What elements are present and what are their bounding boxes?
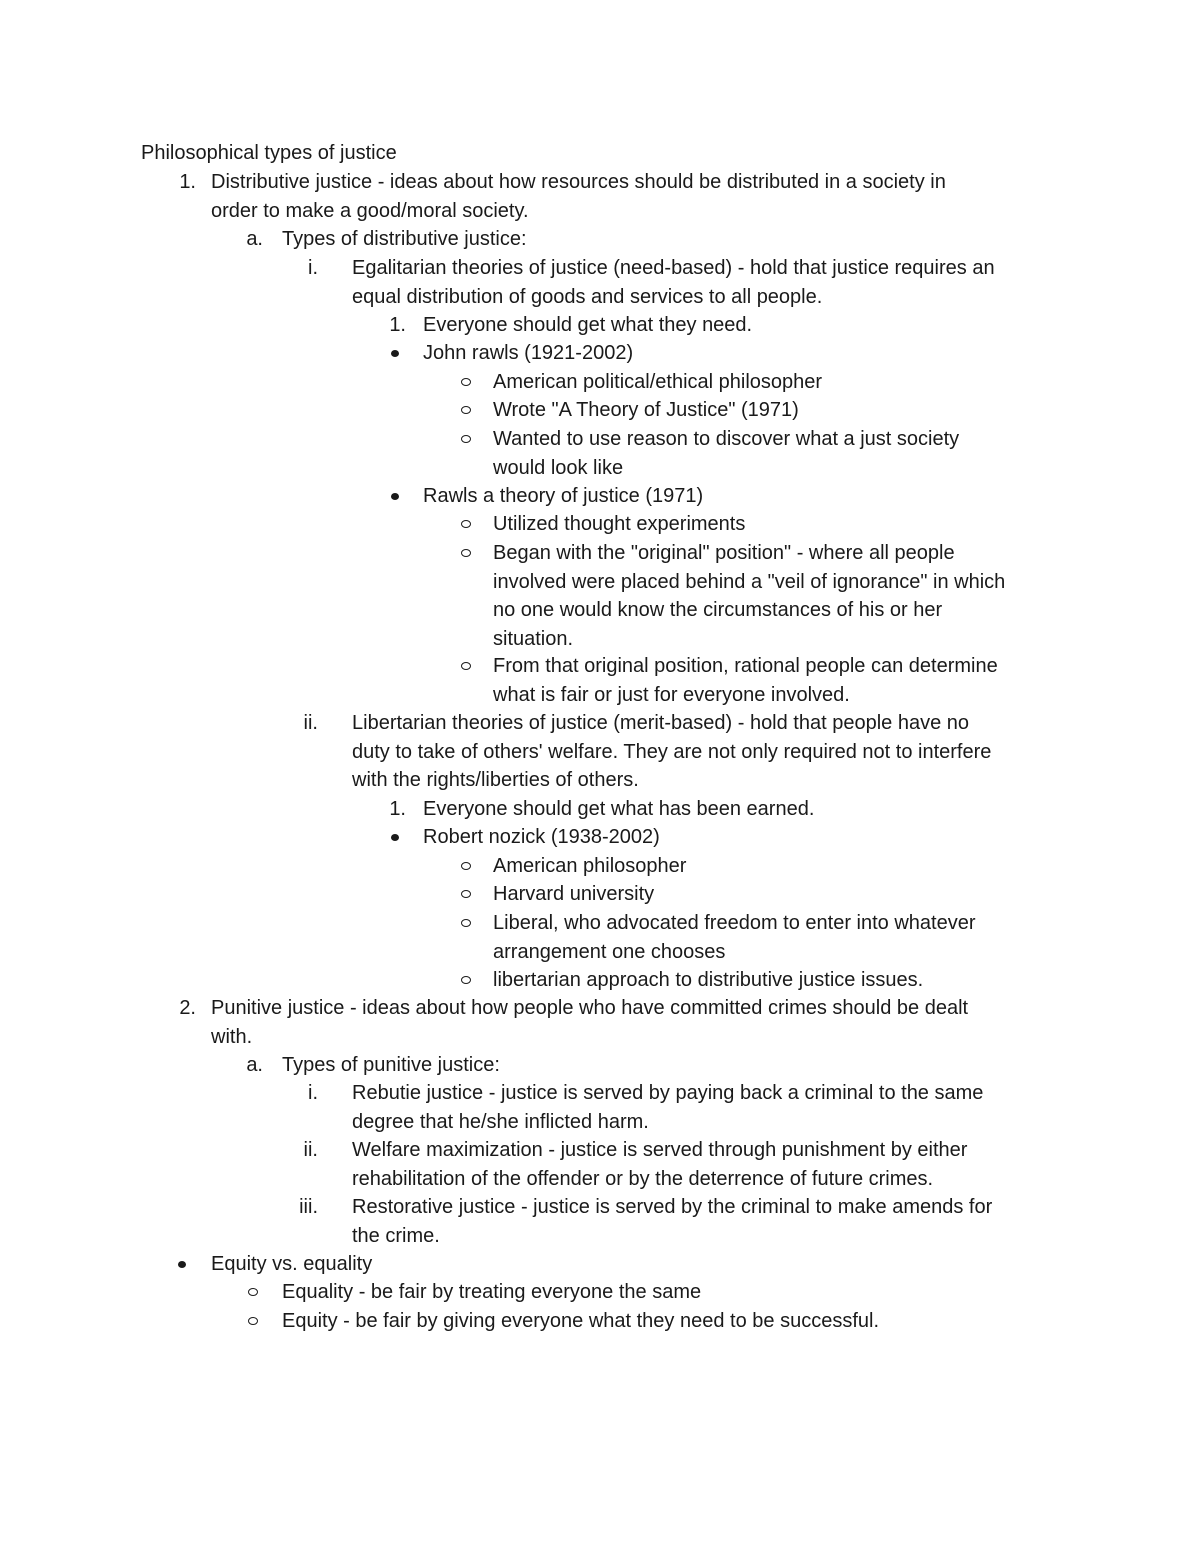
- circle-bullet-icon: [461, 976, 471, 984]
- list-marker: 1.: [179, 171, 196, 193]
- list-item-text: with.: [211, 1025, 253, 1048]
- circle-bullet-icon: [461, 435, 471, 443]
- list-marker: ii.: [303, 712, 318, 734]
- circle-bullet-icon: [248, 1317, 258, 1325]
- document-title: Philosophical types of justice: [141, 142, 397, 164]
- list-item-text: Wrote "A Theory of Justice" (1971): [493, 399, 799, 421]
- list-item-text: arrangement one chooses: [493, 940, 726, 963]
- list-item-text: Punitive justice - ideas about how people who have committed crimes should be dealt: [211, 997, 969, 1019]
- list-item-text: libertarian approach to distributive justice issues.: [493, 969, 924, 991]
- list-item-text: Welfare maximization - justice is served through punishment by either: [352, 1139, 968, 1161]
- list-item-text: equal distribution of goods and services to all people.: [352, 285, 823, 308]
- list-item-text: rehabilitation of the offender or by the deterrence of future crimes.: [352, 1167, 934, 1190]
- disc-bullet-icon: [391, 834, 399, 841]
- list-item-text: Harvard university: [493, 883, 655, 905]
- circle-bullet-icon: [461, 520, 471, 528]
- list-marker: a.: [246, 1054, 263, 1076]
- list-item-text: what is fair or just for everyone involved.: [493, 683, 850, 706]
- list-item-text: American philosopher: [493, 855, 687, 877]
- list-item-text: with the rights/liberties of others.: [352, 769, 639, 791]
- list-item-text: Distributive justice - ideas about how resources should be distributed in a society in: [211, 171, 946, 193]
- disc-bullet-icon: [391, 493, 399, 500]
- circle-bullet-icon: [461, 549, 471, 557]
- list-marker: i.: [308, 1082, 318, 1104]
- list-marker: 2.: [179, 997, 196, 1019]
- list-item-text: Everyone should get what has been earned.: [423, 798, 815, 820]
- list-item-text: Utilized thought experiments: [493, 513, 746, 535]
- list-item-text: the crime.: [352, 1224, 440, 1247]
- list-item-text: order to make a good/moral society.: [211, 199, 529, 222]
- list-item-text: Restorative justice - justice is served by the criminal to make amends for: [352, 1196, 993, 1218]
- list-marker: a.: [246, 228, 263, 250]
- circle-bullet-icon: [461, 919, 471, 927]
- list-item-text: From that original position, rational people can determine: [493, 655, 998, 677]
- disc-bullet-icon: [178, 1261, 186, 1268]
- list-item-text: Libertarian theories of justice (merit-based) - hold that people have no: [352, 712, 970, 734]
- list-item-text: Equality - be fair by treating everyone the same: [282, 1281, 702, 1303]
- list-item-text: Liberal, who advocated freedom to enter into whatever: [493, 912, 976, 934]
- list-item-text: Equity vs. equality: [211, 1253, 373, 1275]
- disc-bullet-icon: [391, 350, 399, 357]
- list-marker: i.: [308, 257, 318, 279]
- list-marker: ii.: [303, 1139, 318, 1161]
- list-item-text: John rawls (1921-2002): [423, 342, 634, 364]
- list-item-text: Types of punitive justice:: [282, 1054, 500, 1076]
- list-item-text: situation.: [493, 627, 574, 650]
- circle-bullet-icon: [461, 862, 471, 870]
- list-item-text: degree that he/she inflicted harm.: [352, 1110, 649, 1133]
- list-item-text: involved were placed behind a "veil of ignorance" in which: [493, 570, 1006, 593]
- list-marker: 1.: [389, 798, 406, 820]
- list-item-text: Rawls a theory of justice (1971): [423, 485, 704, 507]
- list-item-text: Egalitarian theories of justice (need-based) - hold that justice requires an: [352, 257, 995, 279]
- list-item-text: Types of distributive justice:: [282, 228, 527, 250]
- circle-bullet-icon: [461, 662, 471, 670]
- list-item-text: Began with the "original" position" - where all people: [493, 542, 955, 564]
- list-item-text: Rebutie justice - justice is served by paying back a criminal to the same: [352, 1082, 984, 1104]
- list-item-text: Everyone should get what they need.: [423, 314, 753, 336]
- list-marker: 1.: [389, 314, 406, 336]
- list-item-text: Robert nozick (1938-2002): [423, 826, 660, 848]
- circle-bullet-icon: [248, 1288, 258, 1296]
- list-item-text: no one would know the circumstances of his or her: [493, 599, 943, 621]
- circle-bullet-icon: [461, 406, 471, 414]
- list-item-text: would look like: [493, 456, 624, 479]
- list-item-text: Wanted to use reason to discover what a just society: [493, 428, 960, 450]
- list-item-text: Equity - be fair by giving everyone what they need to be successful.: [282, 1310, 880, 1332]
- list-item-text: American political/ethical philosopher: [493, 371, 823, 393]
- list-marker: iii.: [299, 1196, 318, 1218]
- circle-bullet-icon: [461, 378, 471, 386]
- circle-bullet-icon: [461, 890, 471, 898]
- list-item-text: duty to take of others' welfare. They are not only required not to interfere: [352, 740, 992, 763]
